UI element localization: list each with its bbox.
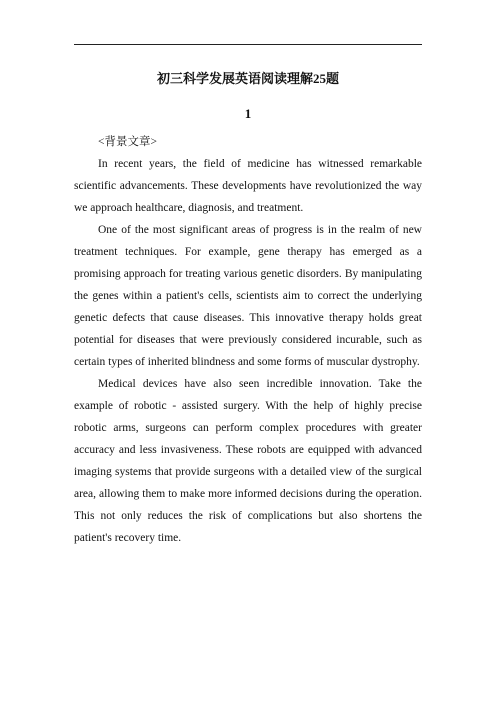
header-rule	[74, 44, 422, 45]
paragraph-3: Medical devices have also seen incredible innovation. Take the example of robotic - assisted surgery. With the help of highly precise robotic arms, surgeons can perform complex procedures with greater accuracy and less invasiveness. These robots are equipped with advanced imaging systems that provide surgeons with a detailed view of the surgical area, allowing them to make more informed decisions during the operation. This not only reduces the risk of complications but also shortens the patient's recovery time.	[74, 378, 422, 544]
section-number: 1	[244, 106, 252, 121]
document-title: 初三科学发展英语阅读理解25题	[156, 71, 339, 86]
paragraph-2: One of the most significant areas of progress is in the realm of new treatment techniques. For example, gene therapy has emerged as a promising approach for treating various genetic disorders. By manipulating the genes within a patient's cells, scientists aim to correct the underlying genetic defects that cause diseases. This innovative therapy holds great potential for diseases that were previously considered incurable, such as certain types of inherited blindness and some forms of muscular dystrophy.	[74, 224, 422, 368]
document-body	[74, 64, 422, 549]
paragraph-1: In recent years, the field of medicine has witnessed remarkable scientific advancements. These developments have revolutionized the way we approach healthcare, diagnosis, and treatment.	[74, 158, 422, 214]
section-label: <背景文章>	[98, 136, 157, 148]
